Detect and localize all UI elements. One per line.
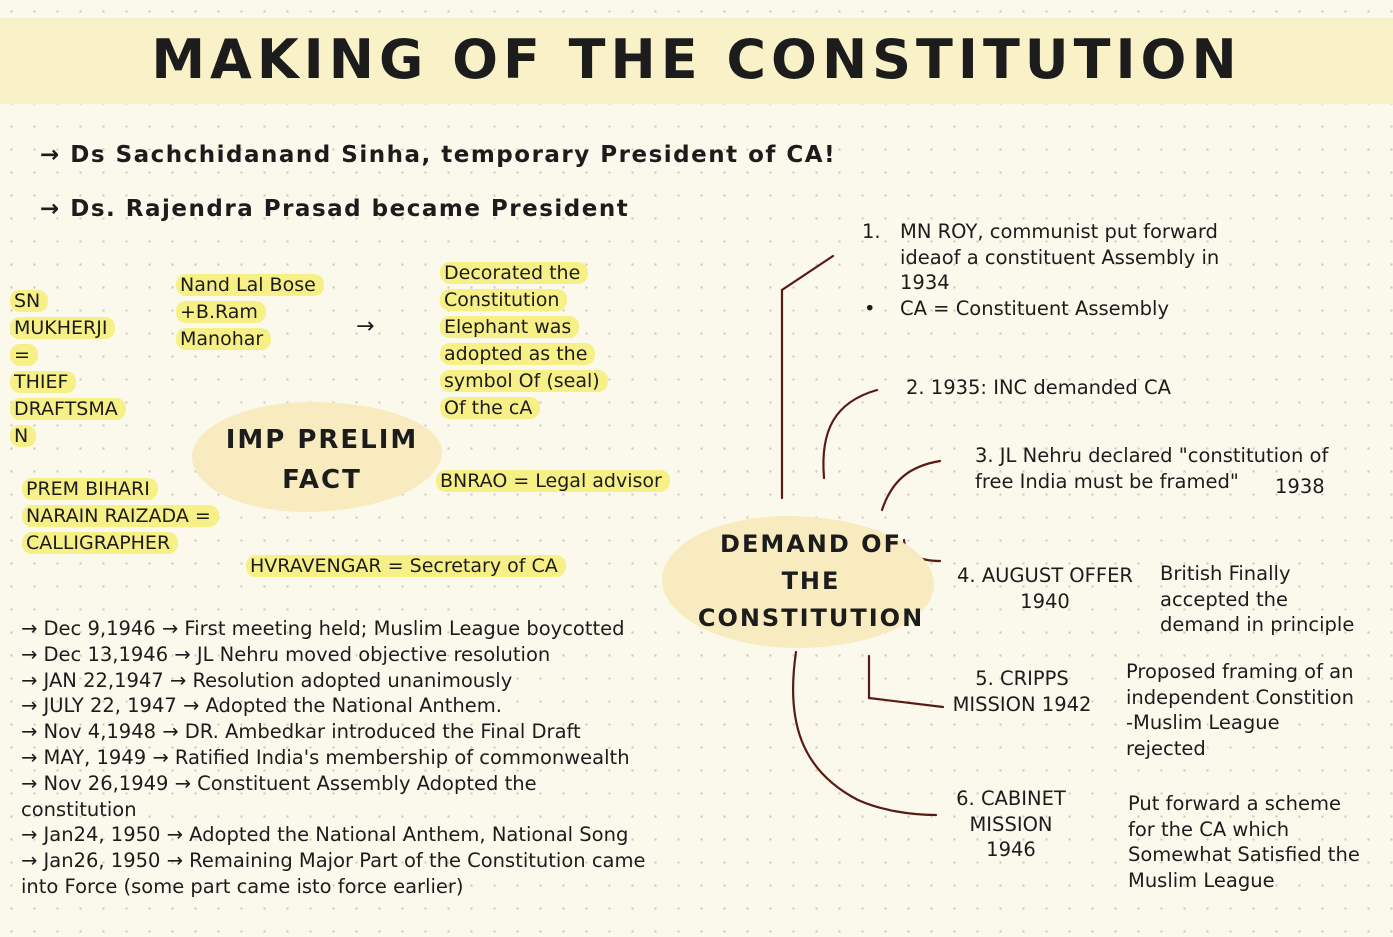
raizada-fact: PREM BIHARI NARAIN RAIZADA = CALLIGRAPHER	[22, 476, 219, 557]
demand-item-1-sub: CA = Constituent Assembly	[900, 297, 1170, 320]
demand-item-1-num: 1.	[862, 220, 881, 243]
imp-prelim-label: IMP PRELIM FACT	[225, 425, 419, 495]
timeline-item: → Dec 9,1946 → First meeting held; Muslim League boycotted	[21, 617, 625, 640]
branch-2	[823, 390, 877, 478]
demand-item-6-note: Put forward a scheme for the CA which Somewhat Satisfied the Muslim League	[1128, 792, 1360, 892]
branch-3	[882, 461, 940, 510]
point-president: → Ds. Rajendra Prasad became President	[40, 196, 630, 222]
demand-item-3-year: 1938	[1275, 475, 1325, 498]
demand-item-5-note: Proposed framing of an independent Constition -Muslim League rejected	[1126, 660, 1354, 760]
demand-item-4-note: British Finally accepted the demand in principle	[1160, 562, 1355, 636]
demand-item-3: 3. JL Nehru declared "constitution of free India must be framed"	[975, 444, 1329, 493]
mukherji-fact: SN MUKHERJI = THIEF DRAFTSMA N	[10, 288, 126, 450]
demand-item-4: 4. AUGUST OFFER 1940	[957, 564, 1133, 613]
timeline-item: → Nov 4,1948 → DR. Ambedkar introduced the Final Draft	[21, 720, 581, 744]
hvravengar-fact: HVRAVENGAR = Secretary of CA	[246, 553, 566, 580]
timeline-item: → Nov 26,1949 → Constituent Assembly Adopted the	[21, 771, 537, 795]
timeline-item: → Jan26, 1950 → Remaining Major Part of the Constitution came	[21, 849, 646, 873]
timeline-item: → JAN 22,1947 → Resolution adopted unanimously	[21, 668, 513, 692]
bnrao-fact: BNRAO = Legal advisor	[436, 468, 670, 495]
arrow-right-icon: →	[356, 314, 375, 339]
demand-item-5: 5. CRIPPS MISSION 1942	[952, 667, 1092, 716]
timeline-item: into Force (some part came isto force earlier)	[21, 874, 464, 898]
demand-item-1: MN ROY, communist put forward ideaof a constituent Assembly in 1934	[900, 220, 1220, 294]
timeline-item: → Dec 13,1946 → JL Nehru moved objective resolution	[21, 642, 551, 666]
timeline-item: → MAY, 1949 → Ratified India's membership of commonwealth	[21, 745, 630, 769]
timeline-item: → JULY 22, 1947 → Adopted the National Anthem.	[21, 694, 502, 718]
branch-5	[869, 656, 943, 707]
branch-1	[782, 256, 833, 498]
decorated-fact: Decorated the Constitution Elephant was adopted as the symbol Of (seal) Of the cA	[440, 260, 608, 422]
page-title: MAKING OF THE CONSTITUTION	[151, 28, 1242, 91]
demand-item-6: 6. CABINET MISSION 1946	[956, 787, 1066, 861]
demand-label: DEMAND OF THE CONSTITUTION	[697, 530, 925, 632]
timeline-item: → Jan24, 1950 → Adopted the National Anthem, National Song	[21, 823, 629, 847]
branch-6	[793, 652, 936, 815]
point-temporary-president: → Ds Sachchidanand Sinha, temporary President of CA!	[40, 142, 837, 168]
timeline-item: constitution	[21, 797, 137, 821]
bullet-icon: •	[864, 297, 876, 320]
bose-fact: Nand Lal Bose +B.Ram Manohar	[176, 272, 324, 353]
demand-item-2: 2. 1935: INC demanded CA	[906, 376, 1171, 399]
